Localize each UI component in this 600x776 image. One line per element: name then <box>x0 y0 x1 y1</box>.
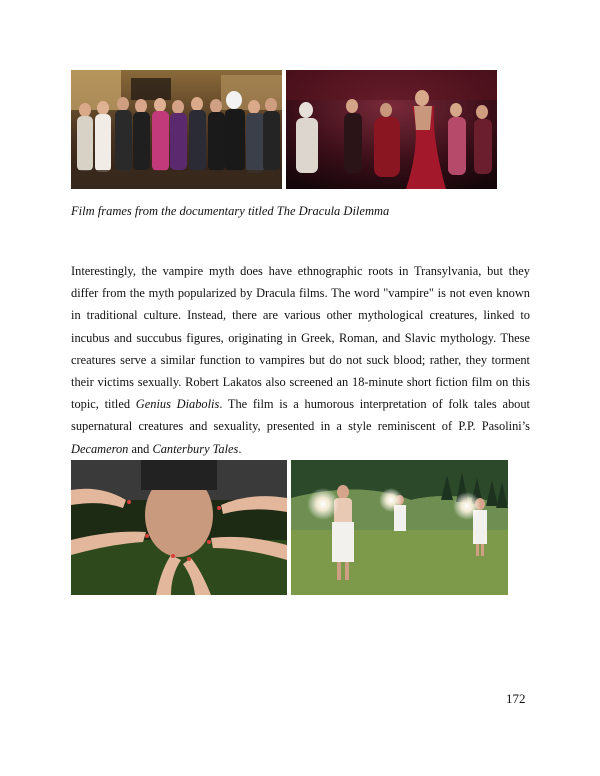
figure-caption: Film frames from the documentary titled The Dracula Dilemma <box>71 204 390 218</box>
page-number: 172 <box>506 691 526 706</box>
paragraph-text: . The film is a humorous interpretation of folk tales about supernatural creatures and sexuality, presented in a style reminiscent of P.P. Pasolini’s <box>71 397 530 434</box>
paragraph-text: and <box>128 441 153 456</box>
film-title-decameron: Decameron <box>71 441 129 456</box>
film-title-genius-diabolis: Genius Diabolis <box>135 397 220 412</box>
film-frame-group-photo <box>71 70 282 189</box>
paragraph-text: Interestingly, the vampire myth does have ethnographic roots in Transylvania, but they differ from the myth popularized by Dracula films. The word "vampire" is not even known in traditional culture. Instead, there are various other mythological creatures, linked to incubus and succubus figures, originating in Greek, Roman, and Slavic mythology. These creatures serve a similar function to vampires but do not suck blood; rather, they torment their victims sexually. Robert Lakatos also screened an 18-minute short fiction film on this topic, titled <box>71 264 530 412</box>
film-frame-hands-photo <box>71 460 287 595</box>
dance-photo-image <box>286 70 497 189</box>
group-photo-image <box>71 70 282 189</box>
film-frame-meadow-photo <box>291 460 508 595</box>
film-title-canterbury-tales: Canterbury Tales <box>152 441 239 456</box>
paragraph-text: . <box>238 441 242 456</box>
meadow-photo-image <box>291 460 508 595</box>
film-frame-dance-photo <box>286 70 497 189</box>
hands-photo-image <box>71 460 287 595</box>
body-paragraph <box>71 260 530 460</box>
